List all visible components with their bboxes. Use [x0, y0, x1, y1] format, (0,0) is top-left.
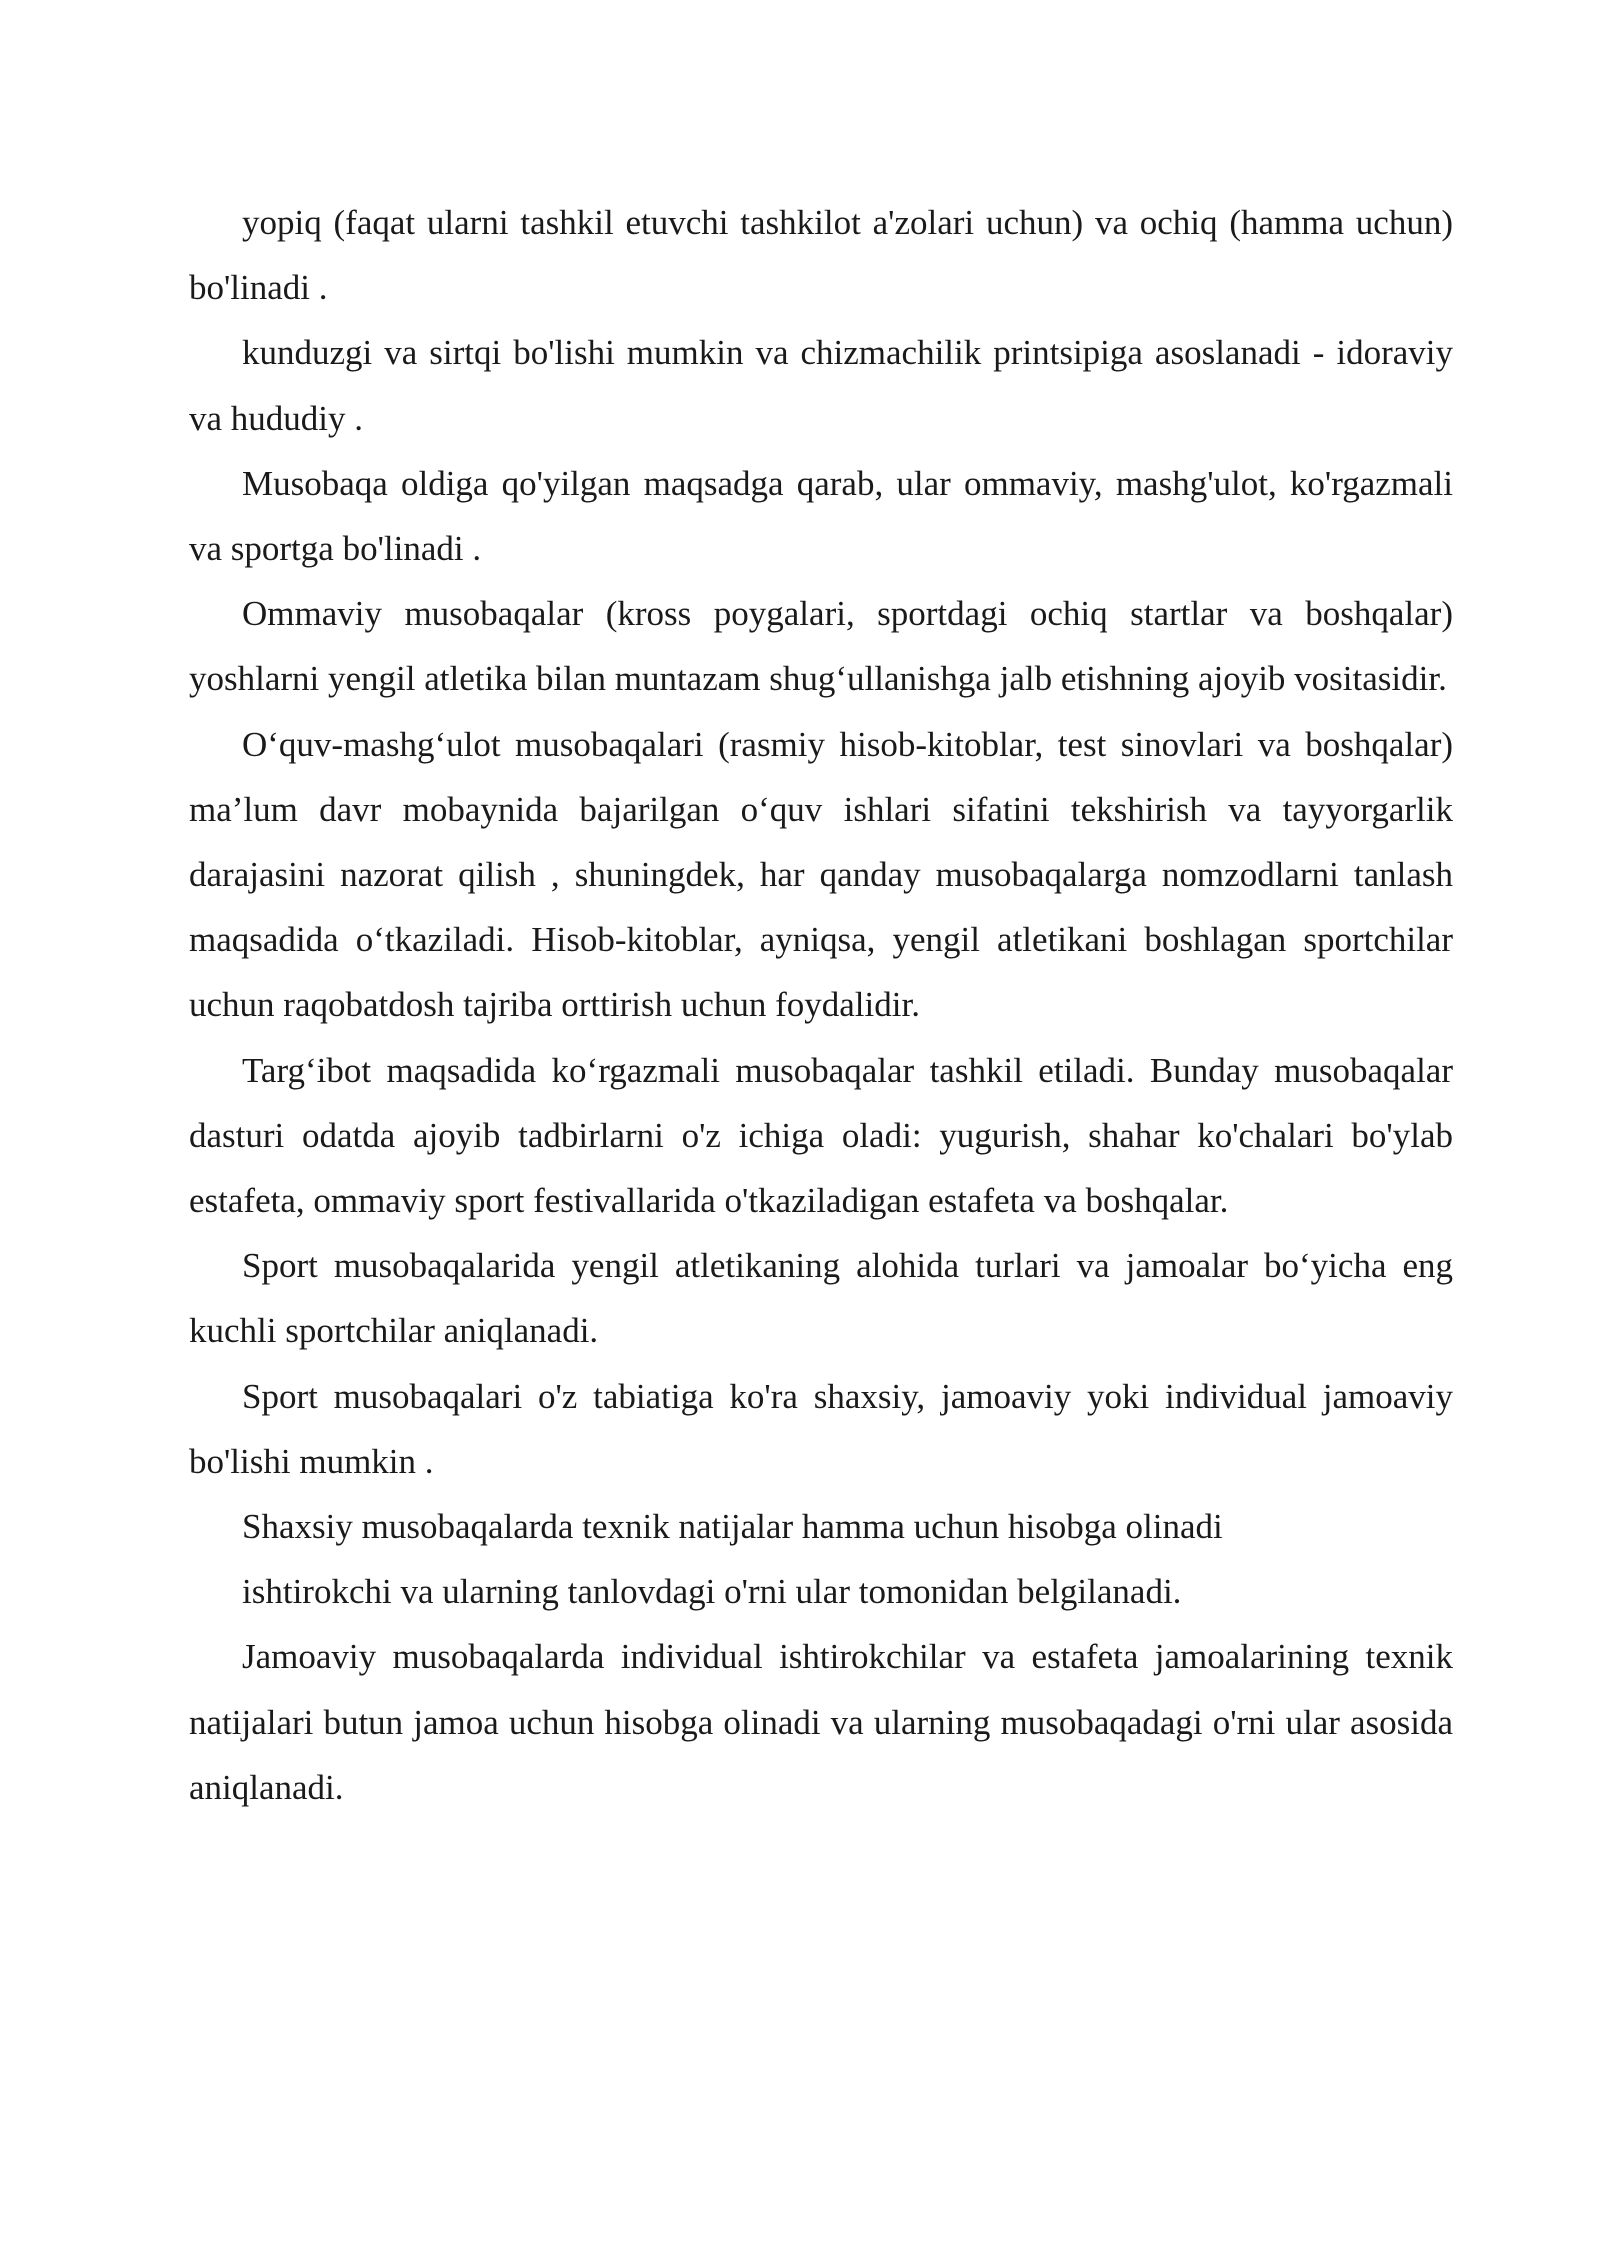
- paragraph-personal-competitions: Shaxsiy musobaqalarda texnik natijalar hamma uchun hisobga olinadi: [242, 1507, 1223, 1547]
- paragraph-participant-place: ishtirokchi va ularning tanlovdagi o'rni ular tomonidan belgilanadi.: [242, 1572, 1182, 1612]
- paragraph-training-competitions: O‘quv-mashg‘ulot musobaqalari (rasmiy hisob-kitoblar, test sinovlari va boshqalar) ma’lum davr mobaynida bajarilgan o‘quv ishlari sifatini tekshirish va tayyorgarlik darajasini nazorat qilish , shuningdek, har qanday musobaqalarga nomzodlarni tanlash maqsadida o‘tkaziladi. Hisob-kitoblar, ayniqsa, yengil atletikani boshlagan sportchilar uchun raqobatdosh tajriba orttirish uchun foydalidir.: [189, 724, 1453, 1025]
- paragraph-team-competitions: Jamoaviy musobaqalarda individual ishtirokchilar va estafeta jamoalarining texnik natijalari butun jamoa uchun hisobga olinadi va ularning musobaqadagi o'rni ular asosida aniqlanadi.: [189, 1637, 1453, 1807]
- document-page: [189, 190, 1453, 1820]
- paragraph-competition-purpose: Musobaqa oldiga qo'yilgan maqsadga qarab, ular ommaviy, mashg'ulot, ko'rgazmali va sportga bo'linadi .: [189, 463, 1453, 569]
- paragraph-exhibition-competitions: Targ‘ibot maqsadida ko‘rgazmali musobaqalar tashkil etiladi. Bunday musobaqalar dasturi odatda ajoyib tadbirlarni o'z ichiga oladi: yugurish, shahar ko'chalari bo'ylab estafeta, ommaviy sport festivallarida o'tkaziladigan estafeta va boshqalar.: [189, 1050, 1453, 1221]
- paragraph-closed-open: yopiq (faqat ularni tashkil etuvchi tashkilot a'zolari uchun) va ochiq (hamma uchun) bo'linadi .: [189, 203, 1453, 308]
- paragraph-day-correspondence: kunduzgi va sirtqi bo'lishi mumkin va chizmachilik printsipiga asoslanadi - idoraviy va hududiy .: [189, 333, 1453, 438]
- paragraph-mass-competitions: Ommaviy musobaqalar (kross poygalari, sportdagi ochiq startlar va boshqalar) yoshlarni yengil atletika bilan muntazam shug‘ullanishga jalb etishning ajoyib vositasidir.: [189, 594, 1453, 699]
- paragraph-competition-nature: Sport musobaqalari o'z tabiatiga ko'ra shaxsiy, jamoaviy yoki individual jamoaviy bo'lishi mumkin .: [189, 1376, 1453, 1481]
- paragraph-sport-competitions: Sport musobaqalarida yengil atletikaning alohida turlari va jamoalar bo‘yicha eng kuchli sportchilar aniqlanadi.: [189, 1246, 1453, 1351]
